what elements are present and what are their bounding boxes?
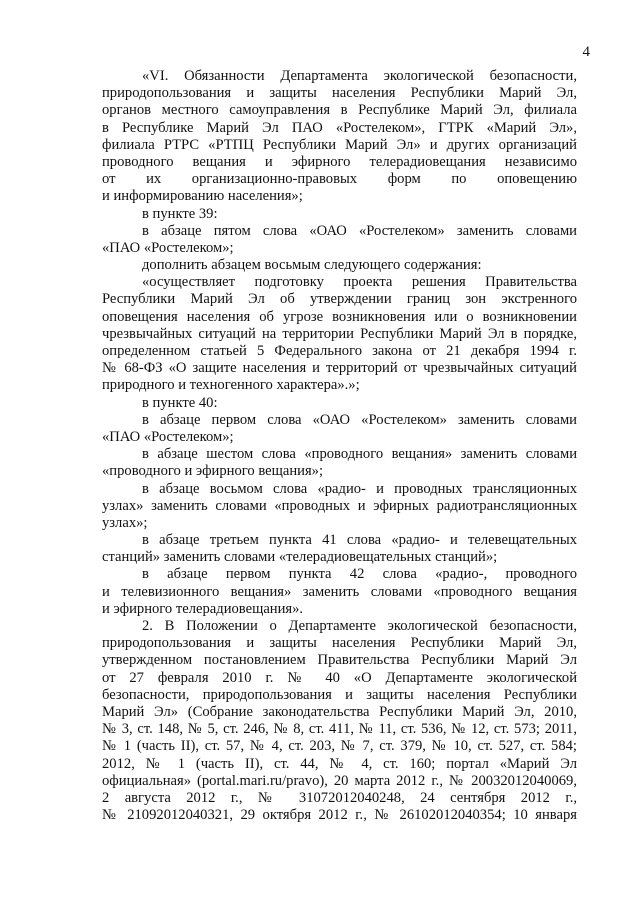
text-line: оповещения населения об угрозе возникновения или о возникновении [102, 308, 577, 325]
text-line: «проводного и эфирного вещания»; [102, 463, 324, 480]
text-line: чрезвычайных ситуаций на территории Республики Марий Эл в порядке, [102, 325, 577, 342]
text-line: безопасности, природопользования и защиты населения Республики [102, 686, 577, 703]
text-line: 2. В Положении о Департаменте экологической безопасности, [142, 618, 577, 634]
text-line: № 68-ФЗ «О защите населения и территорий от чрезвычайных ситуаций [102, 360, 577, 377]
text-line: и информированию населения»; [102, 188, 303, 205]
text-line: в пункте 40: [142, 394, 218, 411]
text-line: 2 августа 2012 г., № 31072012040248, 24 сентября 2012 г., [102, 789, 577, 806]
text-line: утвержденном постановлением Правительства Республики Марий Эл [102, 652, 577, 669]
text-line: в абзаце третьем пункта 41 слова «радио- и телевещательных [142, 532, 577, 549]
text-line: природопользования и защиты населения Республики Марий Эл, [102, 635, 577, 652]
text-line: и эфирного телерадиовещания». [102, 600, 304, 617]
text-line: филиала РТРС «РТПЦ Республики Марий Эл» и других организаций [102, 136, 577, 153]
text-line: проводного вещания и эфирного телерадиовещания независимо [102, 153, 577, 170]
text-line: № 1 (часть II), ст. 57, № 4, ст. 203, № 7, ст. 379, № 10, ст. 527, ст. 584; [102, 738, 577, 755]
text-line: в абзаце восьмом слова «радио- и проводных трансляционных [142, 480, 577, 497]
text-line: природного и техногенного характера».»; [102, 377, 360, 394]
text-line: официальная» (portal.mari.ru/pravo), 20 марта 2012 г., № 20032012040069, [102, 772, 577, 789]
text-line: «ПАО «Ростелеком»; [102, 239, 234, 256]
document-body [102, 68, 577, 824]
text-line: № 21092012040321, 29 октября 2012 г., № 26102012040354; 10 января [102, 807, 577, 824]
text-line: природопользования и защиты населения Республики Марий Эл, [102, 85, 577, 102]
text-line: определенном статьей 5 Федерального закона от 21 декабря 1994 г. [102, 343, 577, 359]
text-line: 2012, № 1 (часть II), ст. 44, № 4, ст. 160; портал «Марий Эл [102, 755, 577, 772]
text-line: и телевизионного вещания» заменить словами «проводного вещания [102, 583, 577, 600]
text-line: в пункте 39: [142, 205, 218, 222]
text-line: в абзаце первом пункта 42 слова «радио-, проводного [142, 566, 577, 583]
page-number: 4 [582, 44, 590, 60]
text-line: в абзаце первом слова «ОАО «Ростелеком» заменить словами [142, 411, 577, 428]
text-line: № 3, ст. 148, № 5, ст. 246, № 8, ст. 411, № 11, ст. 536, № 12, ст. 573; 2011, [102, 721, 577, 738]
text-line: станций» заменить словами «телерадиовещательных станций»; [102, 549, 498, 566]
text-line: Республики Марий Эл об утверждении границ зон экстренного [102, 291, 577, 308]
text-line: узлах» заменить словами «проводных и эфирных радиотрансляционных [102, 497, 577, 514]
text-line: в абзаце шестом слова «проводного вещания» заменить словами [142, 446, 577, 463]
text-line: «ПАО «Ростелеком»; [102, 428, 234, 445]
text-line: Марий Эл» (Собрание законодательства Республики Марий Эл, 2010, [102, 703, 577, 720]
text-line: органов местного самоуправления в Республике Марий Эл, филиала [102, 102, 577, 119]
text-line: «VI. Обязанности Департамента экологической безопасности, [142, 68, 577, 84]
text-line: узлах»; [102, 514, 148, 531]
text-line: от 27 февраля 2010 г. № 40 «О Департаменте экологической [102, 669, 577, 686]
text-line: дополнить абзацем восьмым следующего содержания: [142, 257, 482, 274]
text-line: в Республике Марий Эл ПАО «Ростелеком», ГТРК «Марий Эл», [102, 119, 577, 136]
text-line: «осуществляет подготовку проекта решения Правительства [142, 274, 577, 291]
text-line: в абзаце пятом слова «ОАО «Ростелеком» заменить словами [142, 222, 577, 239]
text-line: от их организационно-правовых форм по оповещению [102, 171, 577, 188]
